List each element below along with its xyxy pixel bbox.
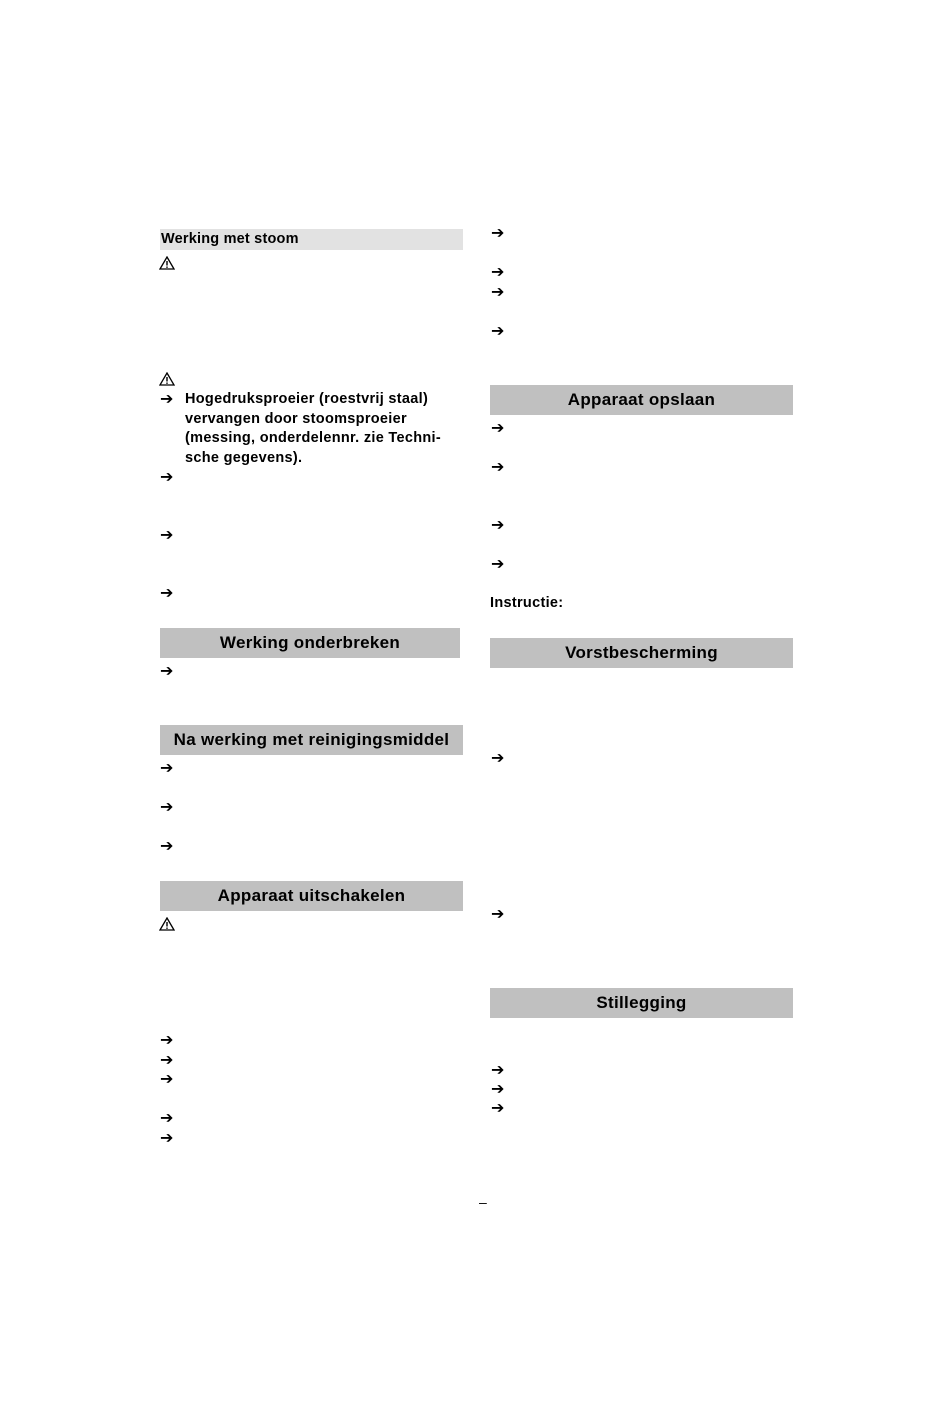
arrow-right-icon: ➔ bbox=[160, 799, 174, 816]
arrow-right-icon: ➔ bbox=[491, 517, 505, 534]
arrow-right-icon: ➔ bbox=[160, 1052, 174, 1069]
arrow-right-icon: ➔ bbox=[491, 1100, 505, 1117]
arrow-right-icon: ➔ bbox=[491, 556, 505, 573]
steam-heading: Werking met stoom bbox=[160, 229, 463, 250]
frost-heading: Vorstbescherming bbox=[490, 638, 793, 668]
arrow-right-icon: ➔ bbox=[491, 284, 505, 301]
arrow-right-icon: ➔ bbox=[160, 1032, 174, 1049]
arrow-right-icon: ➔ bbox=[160, 469, 174, 486]
switch-off-heading: Apparaat uitschakelen bbox=[160, 881, 463, 911]
note-label: Instructie: bbox=[490, 595, 564, 611]
arrow-right-icon: ➔ bbox=[491, 323, 505, 340]
shutdown-heading: Stillegging bbox=[490, 988, 793, 1018]
arrow-right-icon: ➔ bbox=[160, 1130, 174, 1147]
warning-triangle-icon bbox=[159, 917, 175, 931]
page-number: – bbox=[479, 1194, 487, 1210]
arrow-right-icon: ➔ bbox=[491, 750, 505, 767]
arrow-right-icon: ➔ bbox=[491, 459, 505, 476]
arrow-right-icon: ➔ bbox=[491, 1081, 505, 1098]
arrow-right-icon: ➔ bbox=[491, 906, 505, 923]
arrow-right-icon: ➔ bbox=[491, 264, 505, 281]
storage-heading: Apparaat opslaan bbox=[490, 385, 793, 415]
warning-triangle-icon bbox=[159, 372, 175, 386]
arrow-right-icon: ➔ bbox=[160, 585, 174, 602]
detergent-heading: Na werking met reinigingsmiddel bbox=[160, 725, 463, 755]
warning-triangle-icon bbox=[159, 256, 175, 270]
instruction-line: Hogedruksproeier (roestvrij staal) bbox=[185, 391, 429, 407]
arrow-right-icon: ➔ bbox=[491, 225, 505, 242]
arrow-right-icon: ➔ bbox=[160, 760, 174, 777]
instruction-line: (messing, onderdelennr. zie Techni- bbox=[185, 430, 441, 446]
arrow-right-icon: ➔ bbox=[160, 838, 174, 855]
instruction-line: vervangen door stoomsproeier bbox=[185, 410, 407, 427]
arrow-right-icon: ➔ bbox=[160, 663, 174, 680]
arrow-right-icon: ➔ bbox=[491, 1062, 505, 1079]
instruction-line: sche gegevens). bbox=[185, 449, 303, 466]
arrow-right-icon: ➔ bbox=[160, 391, 174, 408]
arrow-right-icon: ➔ bbox=[491, 420, 505, 437]
interrupt-heading: Werking onderbreken bbox=[160, 628, 460, 658]
arrow-right-icon: ➔ bbox=[160, 1110, 174, 1127]
steam-nozzle-instruction bbox=[185, 390, 475, 468]
arrow-right-icon: ➔ bbox=[160, 1071, 174, 1088]
arrow-right-icon: ➔ bbox=[160, 527, 174, 544]
